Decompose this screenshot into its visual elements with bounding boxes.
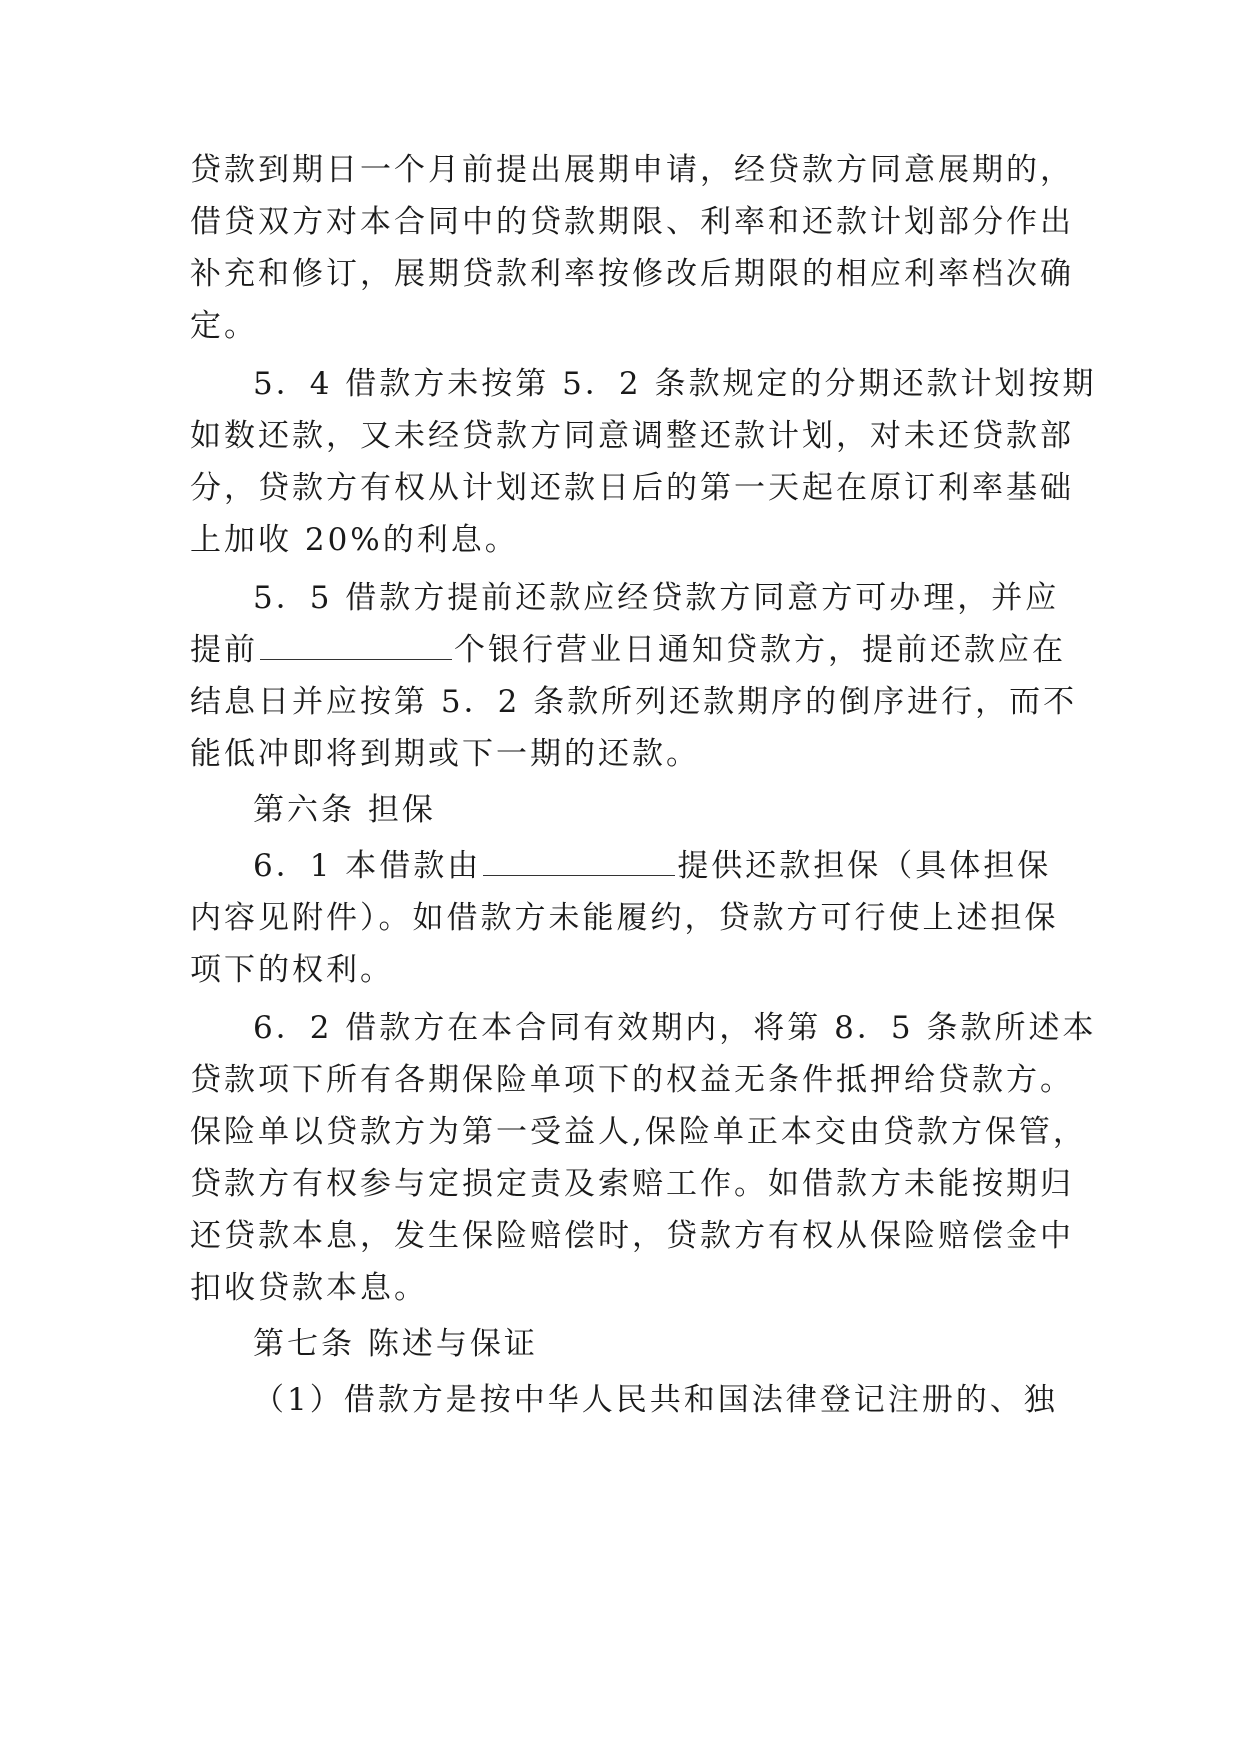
- text-line: 结息日并应按第 5．2 条款所列还款期序的倒序进行，而不: [190, 684, 1078, 720]
- text-line: 项下的权利。: [190, 952, 394, 988]
- text-line: 贷款项下所有各期保险单项下的权益无条件抵押给贷款方。: [190, 1062, 1074, 1098]
- text-line: 补充和修订，展期贷款利率按修改后期限的相应利率档次确: [190, 256, 1074, 292]
- text-line: 定。: [190, 308, 258, 344]
- text-line: 如数还款，又未经贷款方同意调整还款计划，对未还贷款部: [190, 418, 1074, 454]
- fill-in-blank[interactable]: [483, 847, 675, 876]
- text-line: 能低冲即将到期或下一期的还款。: [190, 736, 700, 772]
- fill-in-blank[interactable]: [260, 631, 452, 660]
- text-segment: 6．1 本借款由: [253, 848, 482, 884]
- clause-5-5: 5．5 借款方提前还款应经贷款方同意方可办理，并应: [253, 580, 1060, 616]
- text-line: 借贷双方对本合同中的贷款期限、利率和还款计划部分作出: [190, 204, 1074, 240]
- clause-6-2: 6．2 借款方在本合同有效期内，将第 8．5 条款所述本: [253, 1010, 1097, 1046]
- text-line: 还贷款本息，发生保险赔偿时，贷款方有权从保险赔偿金中: [190, 1218, 1074, 1254]
- text-line: 上加收 20%的利息。: [190, 522, 519, 558]
- article-7-heading: 第七条 陈述与保证: [253, 1326, 538, 1362]
- text-line: 内容见附件）。如借款方未能履约，贷款方可行使上述担保: [190, 900, 1059, 936]
- text-line: 保险单以贷款方为第一受益人,保险单正本交由贷款方保管，: [190, 1114, 1087, 1150]
- text-segment: 个银行营业日通知贷款方，提前还款应在: [454, 632, 1066, 668]
- text-line: 贷款到期日一个月前提出展期申请，经贷款方同意展期的，: [190, 152, 1074, 188]
- text-line: 扣收贷款本息。: [190, 1270, 428, 1306]
- text-segment: 提供还款担保（具体担保: [677, 848, 1052, 884]
- text-line-with-blank: [190, 630, 1070, 670]
- text-line: 分，贷款方有权从计划还款日后的第一天起在原订利率基础: [190, 470, 1074, 506]
- text-line: 贷款方有权参与定损定责及索赔工作。如借款方未能按期归: [190, 1166, 1074, 1202]
- article-6-heading: 第六条 担保: [253, 792, 436, 828]
- text-segment: 提前: [190, 632, 258, 668]
- clause-6-1: [253, 846, 1133, 886]
- clause-7-1: （1）借款方是按中华人民共和国法律登记注册的、独: [253, 1382, 1058, 1418]
- clause-5-4: 5．4 借款方未按第 5．2 条款规定的分期还款计划按期: [253, 366, 1097, 402]
